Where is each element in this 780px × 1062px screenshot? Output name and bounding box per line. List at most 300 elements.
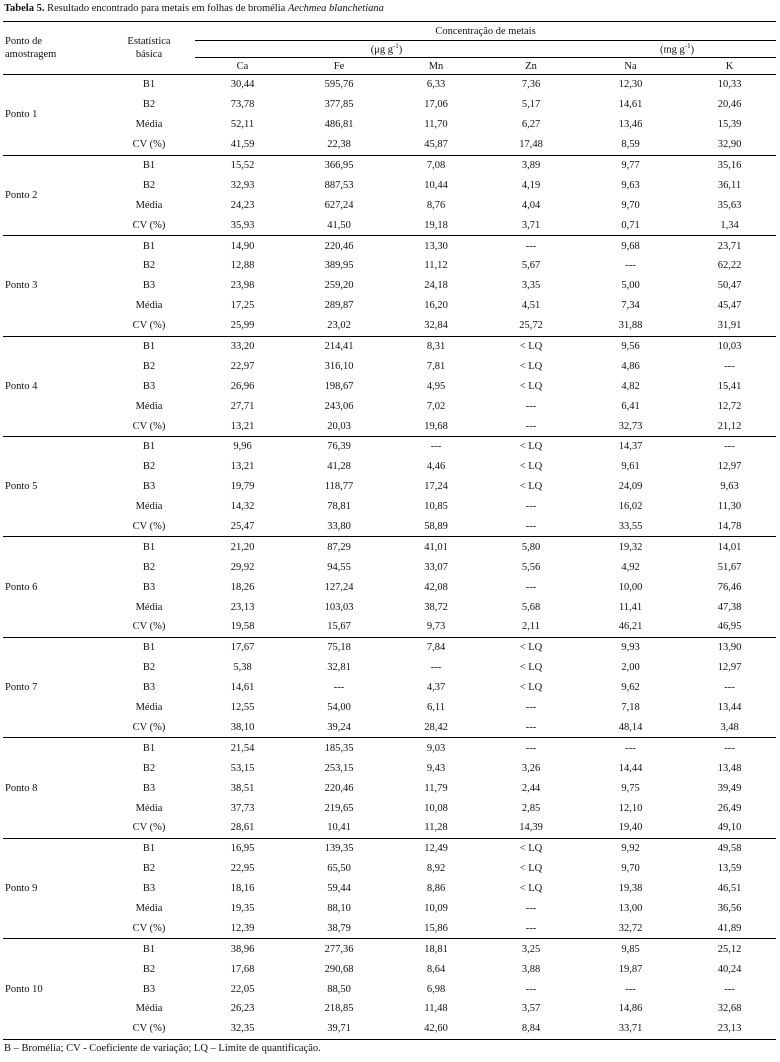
- value-cell: ---: [525, 501, 537, 513]
- value-cell: 9,56: [621, 341, 640, 353]
- stat-label: B1: [142, 843, 156, 855]
- table-row: [3, 678, 776, 698]
- value-cell: 1,34: [683, 215, 776, 235]
- value-cell: 28,61: [195, 818, 290, 838]
- value-cell: 13,30: [424, 240, 448, 252]
- value-cell: 32,93: [230, 179, 255, 191]
- value-cell: 17,48: [484, 135, 578, 155]
- value-cell: 14,32: [230, 501, 255, 513]
- header-unit-mg: (mg $g^{-1}$): [578, 41, 776, 58]
- value-cell: 27,71: [230, 400, 255, 412]
- value-cell: 32,68: [717, 1003, 742, 1015]
- caption-text: Resultado encontrado para metais em folhas de bromélia: [44, 3, 288, 14]
- value-cell: 10,85: [424, 501, 448, 513]
- table-body: [3, 75, 776, 1040]
- value-cell: 14,61: [618, 99, 643, 111]
- value-cell: 6,98: [426, 983, 446, 995]
- value-cell: 21,20: [230, 541, 255, 553]
- value-cell: ---: [724, 983, 735, 995]
- stat-label: Média: [135, 1003, 163, 1015]
- value-cell: 19,79: [230, 481, 255, 493]
- stat-label: Média: [135, 802, 163, 814]
- value-cell: 19,58: [195, 617, 290, 637]
- value-cell: 76,39: [327, 441, 351, 453]
- column-header-mn: Mn: [388, 58, 484, 75]
- value-cell: 32,84: [388, 316, 484, 336]
- stat-label: CV (%): [103, 316, 195, 336]
- value-cell: 21,12: [683, 416, 776, 436]
- value-cell: ---: [430, 441, 442, 453]
- value-cell: 19,32: [618, 541, 643, 553]
- value-cell: 19,68: [388, 416, 484, 436]
- value-cell: 18,16: [230, 883, 255, 895]
- value-cell: 49,58: [717, 843, 742, 855]
- value-cell: 377,85: [324, 99, 354, 111]
- table-row: [3, 215, 776, 235]
- value-cell: 14,01: [717, 541, 742, 553]
- value-cell: 13,44: [717, 702, 742, 714]
- value-cell: ---: [525, 902, 537, 914]
- sampling-point-label: Ponto 2: [3, 155, 103, 236]
- value-cell: 289,87: [324, 300, 354, 312]
- table-row: [3, 879, 776, 899]
- value-cell: 41,28: [327, 461, 351, 473]
- table-row: [3, 195, 776, 215]
- value-cell: ---: [625, 742, 636, 754]
- value-cell: 47,38: [717, 601, 742, 613]
- table-row: [3, 75, 776, 95]
- value-cell: 9,85: [621, 943, 640, 955]
- value-cell: 41,50: [290, 215, 388, 235]
- value-cell: 12,55: [230, 702, 255, 714]
- stat-label: B3: [142, 682, 156, 694]
- value-cell: 9,75: [621, 782, 640, 794]
- value-cell: 6,41: [621, 400, 640, 412]
- header-point: Ponto de amostragem: [3, 22, 103, 75]
- value-cell: 486,81: [324, 119, 354, 131]
- value-cell: 4,92: [621, 561, 640, 573]
- value-cell: 19,35: [230, 902, 255, 914]
- value-cell: 76,46: [717, 581, 742, 593]
- table-row: [3, 999, 776, 1019]
- value-cell: 19,38: [618, 883, 643, 895]
- value-cell: 39,49: [717, 782, 742, 794]
- value-cell: 75,18: [327, 642, 351, 654]
- value-cell: 37,73: [230, 802, 255, 814]
- stat-label: CV (%): [103, 918, 195, 938]
- stat-label: CV (%): [103, 215, 195, 235]
- value-cell: 5,38: [233, 662, 252, 674]
- value-cell: 4,95: [426, 380, 446, 392]
- value-cell: 33,55: [578, 517, 683, 537]
- table-row: [3, 738, 776, 758]
- value-cell: 39,24: [290, 718, 388, 738]
- value-cell: ---: [484, 718, 578, 738]
- value-cell: 14,37: [618, 441, 643, 453]
- table-row: [3, 296, 776, 316]
- table-row: [3, 95, 776, 115]
- value-cell: 259,20: [324, 280, 354, 292]
- column-header-na: Na: [578, 58, 683, 75]
- stat-label: B1: [142, 441, 156, 453]
- value-cell: 17,24: [424, 481, 448, 493]
- value-cell: 103,03: [324, 601, 354, 613]
- stat-label: CV (%): [103, 818, 195, 838]
- value-cell: 29,92: [230, 561, 255, 573]
- value-cell: 16,02: [618, 501, 643, 513]
- value-cell: 24,23: [230, 199, 255, 211]
- value-cell: 13,46: [618, 119, 643, 131]
- value-cell: 139,35: [324, 843, 354, 855]
- value-cell: 6,33: [426, 79, 446, 91]
- stat-label: B1: [142, 341, 156, 353]
- value-cell: 11,79: [424, 782, 448, 794]
- value-cell: 8,59: [578, 135, 683, 155]
- value-cell: 5,56: [521, 561, 541, 573]
- header-group-title: Concentração de metais: [195, 22, 776, 41]
- stat-label: B2: [142, 863, 156, 875]
- value-cell: 11,70: [424, 119, 448, 131]
- value-cell: 33,07: [424, 561, 448, 573]
- value-cell: 42,60: [388, 1019, 484, 1039]
- value-cell: 7,18: [621, 702, 640, 714]
- value-cell: 14,61: [230, 682, 255, 694]
- value-cell: 26,49: [717, 802, 742, 814]
- value-cell: 41,89: [683, 918, 776, 938]
- table-row: [3, 899, 776, 919]
- value-cell: ---: [625, 983, 636, 995]
- value-cell: 33,20: [230, 341, 255, 353]
- value-cell: 19,87: [618, 963, 643, 975]
- value-cell: 185,35: [324, 742, 354, 754]
- value-cell: 23,13: [230, 601, 255, 613]
- value-cell: 25,72: [484, 316, 578, 336]
- stat-label: CV (%): [103, 1019, 195, 1039]
- value-cell: 18,26: [230, 581, 255, 593]
- value-cell: 13,21: [195, 416, 290, 436]
- value-cell: 9,61: [621, 461, 640, 473]
- value-cell: < LQ: [519, 662, 543, 674]
- value-cell: ---: [525, 983, 537, 995]
- stat-label: CV (%): [103, 517, 195, 537]
- value-cell: 3,89: [521, 160, 541, 171]
- stat-label: CV (%): [103, 718, 195, 738]
- value-cell: 48,14: [578, 718, 683, 738]
- table-row: [3, 939, 776, 959]
- column-header-ca: Ca: [195, 58, 290, 75]
- value-cell: 87,29: [327, 541, 351, 553]
- value-cell: ---: [525, 240, 537, 252]
- value-cell: 14,78: [683, 517, 776, 537]
- stat-label: B3: [142, 481, 156, 493]
- table-row: [3, 175, 776, 195]
- value-cell: 10,09: [424, 902, 448, 914]
- value-cell: 59,44: [327, 883, 351, 895]
- value-cell: 3,57: [521, 1003, 541, 1015]
- value-cell: 32,72: [578, 918, 683, 938]
- value-cell: ---: [430, 662, 442, 674]
- value-cell: 4,82: [621, 380, 640, 392]
- value-cell: 17,68: [230, 963, 255, 975]
- value-cell: < LQ: [519, 441, 543, 453]
- table-row: [3, 276, 776, 296]
- stat-label: B1: [142, 160, 156, 171]
- metals-table: [3, 21, 776, 1040]
- value-cell: 3,71: [484, 215, 578, 235]
- table-row: [3, 356, 776, 376]
- value-cell: 17,67: [230, 642, 255, 654]
- stat-label: CV (%): [103, 416, 195, 436]
- value-cell: 35,63: [717, 199, 742, 211]
- value-cell: 33,71: [578, 1019, 683, 1039]
- value-cell: 8,31: [426, 341, 446, 353]
- value-cell: 31,91: [683, 316, 776, 336]
- stat-label: B3: [142, 380, 156, 392]
- value-cell: 15,86: [388, 918, 484, 938]
- column-header-fe: Fe: [290, 58, 388, 75]
- stat-label: B2: [142, 360, 156, 372]
- stat-label: Média: [135, 601, 163, 613]
- table-row: [3, 537, 776, 557]
- value-cell: 15,52: [230, 160, 255, 171]
- table-row: [3, 979, 776, 999]
- table-row: [3, 637, 776, 657]
- stat-label: B2: [142, 461, 156, 473]
- value-cell: 16,95: [230, 843, 255, 855]
- value-cell: 46,51: [717, 883, 742, 895]
- value-cell: 277,36: [324, 943, 354, 955]
- value-cell: 32,73: [578, 416, 683, 436]
- stat-label: B1: [142, 240, 156, 252]
- value-cell: ---: [724, 441, 735, 453]
- value-cell: 5,17: [521, 99, 541, 111]
- value-cell: 14,86: [618, 1003, 643, 1015]
- value-cell: 41,59: [195, 135, 290, 155]
- value-cell: 7,34: [621, 300, 640, 312]
- value-cell: 25,99: [195, 316, 290, 336]
- value-cell: 10,08: [424, 802, 448, 814]
- value-cell: 23,13: [683, 1019, 776, 1039]
- value-cell: 4,19: [521, 179, 541, 191]
- value-cell: 41,01: [424, 541, 448, 553]
- value-cell: 45,87: [388, 135, 484, 155]
- value-cell: 13,59: [717, 863, 742, 875]
- sampling-point-label: Ponto 5: [3, 437, 103, 537]
- value-cell: 49,10: [683, 818, 776, 838]
- table-row: [3, 798, 776, 818]
- stat-label: Média: [135, 902, 163, 914]
- value-cell: 10,03: [717, 341, 742, 353]
- stat-label: Média: [135, 199, 163, 211]
- value-cell: 15,39: [717, 119, 742, 131]
- value-cell: 17,25: [230, 300, 255, 312]
- value-cell: 88,50: [327, 983, 351, 995]
- value-cell: 13,00: [618, 902, 643, 914]
- table-row: [3, 818, 776, 838]
- table-row: [3, 577, 776, 597]
- value-cell: 9,73: [388, 617, 484, 637]
- value-cell: 19,40: [578, 818, 683, 838]
- table-row: [3, 959, 776, 979]
- value-cell: < LQ: [519, 341, 543, 353]
- caption-label: Tabela 5.: [4, 3, 45, 14]
- value-cell: ---: [724, 742, 735, 754]
- value-cell: < LQ: [519, 360, 543, 372]
- value-cell: ---: [525, 400, 537, 412]
- value-cell: 220,46: [324, 240, 354, 252]
- value-cell: 20,03: [290, 416, 388, 436]
- stat-label: Média: [135, 119, 163, 131]
- value-cell: 88,10: [327, 902, 351, 914]
- value-cell: 19,18: [388, 215, 484, 235]
- table-row: [3, 457, 776, 477]
- value-cell: 118,77: [324, 481, 354, 493]
- value-cell: 253,15: [324, 762, 354, 774]
- value-cell: 5,80: [521, 541, 541, 553]
- value-cell: 9,03: [426, 742, 446, 754]
- value-cell: 7,08: [426, 160, 446, 171]
- header-unit-ug: (μg $g^{-1}$): [195, 41, 578, 58]
- value-cell: 30,44: [230, 79, 255, 91]
- table-row: [3, 718, 776, 738]
- value-cell: 22,97: [230, 360, 255, 372]
- value-cell: 38,51: [230, 782, 255, 794]
- value-cell: 42,08: [424, 581, 448, 593]
- value-cell: 11,28: [388, 818, 484, 838]
- table-footnote: B – Bromélia; CV - Coeficiente de variação; LQ – Limite de quantificação.: [4, 1043, 321, 1054]
- value-cell: < LQ: [519, 380, 543, 392]
- value-cell: 50,47: [717, 280, 742, 292]
- table-row: [3, 597, 776, 617]
- value-cell: 198,67: [324, 380, 354, 392]
- value-cell: 11,48: [424, 1003, 448, 1015]
- value-cell: 23,98: [230, 280, 255, 292]
- value-cell: 31,88: [578, 316, 683, 336]
- stat-label: B3: [142, 782, 156, 794]
- value-cell: 40,24: [717, 963, 742, 975]
- value-cell: < LQ: [519, 481, 543, 493]
- value-cell: 15,41: [717, 380, 742, 392]
- value-cell: 5,67: [521, 260, 541, 272]
- value-cell: 36,11: [717, 179, 742, 191]
- value-cell: 9,77: [621, 160, 640, 171]
- stat-label: B1: [142, 642, 156, 654]
- value-cell: 6,27: [521, 119, 541, 131]
- stat-label: B2: [142, 99, 156, 111]
- value-cell: 9,93: [621, 642, 640, 654]
- table-row: [3, 316, 776, 336]
- table-caption: [4, 2, 384, 16]
- value-cell: 46,95: [683, 617, 776, 637]
- value-cell: 25,12: [717, 943, 742, 955]
- stat-label: B2: [142, 963, 156, 975]
- column-header-k: K: [683, 58, 776, 75]
- value-cell: < LQ: [519, 682, 543, 694]
- stat-label: B1: [142, 742, 156, 754]
- value-cell: 4,86: [621, 360, 640, 372]
- value-cell: 13,21: [230, 461, 255, 473]
- value-cell: 12,10: [618, 802, 643, 814]
- value-cell: 11,30: [717, 501, 742, 513]
- value-cell: ---: [525, 742, 537, 754]
- table-row: [3, 416, 776, 436]
- value-cell: 2,44: [521, 782, 541, 794]
- value-cell: 9,63: [621, 179, 640, 191]
- table-row: [3, 376, 776, 396]
- value-cell: 316,10: [324, 360, 354, 372]
- table-row: [3, 557, 776, 577]
- value-cell: 3,26: [521, 762, 541, 774]
- value-cell: < LQ: [519, 883, 543, 895]
- value-cell: 52,11: [230, 119, 255, 131]
- value-cell: 243,06: [324, 400, 354, 412]
- table-row: [3, 155, 776, 175]
- stat-label: B1: [142, 79, 156, 91]
- value-cell: 46,21: [578, 617, 683, 637]
- value-cell: 2,85: [521, 802, 541, 814]
- stat-label: CV (%): [103, 135, 195, 155]
- value-cell: 8,64: [426, 963, 446, 975]
- value-cell: 7,36: [521, 79, 541, 91]
- value-cell: 3,48: [683, 718, 776, 738]
- value-cell: 94,55: [327, 561, 351, 573]
- value-cell: 45,47: [717, 300, 742, 312]
- value-cell: ---: [333, 682, 345, 694]
- value-cell: 35,16: [717, 160, 742, 171]
- value-cell: < LQ: [519, 642, 543, 654]
- value-cell: 595,76: [324, 79, 354, 91]
- table-row: [3, 778, 776, 798]
- value-cell: 12,30: [618, 79, 643, 91]
- column-header-zn: Zn: [484, 58, 578, 75]
- value-cell: 3,25: [521, 943, 541, 955]
- value-cell: 58,89: [388, 517, 484, 537]
- value-cell: < LQ: [519, 863, 543, 875]
- stat-label: Média: [135, 702, 163, 714]
- value-cell: 38,96: [230, 943, 255, 955]
- value-cell: 14,39: [484, 818, 578, 838]
- value-cell: 24,18: [424, 280, 448, 292]
- value-cell: 33,80: [290, 517, 388, 537]
- table-row: [3, 617, 776, 637]
- value-cell: 53,15: [230, 762, 255, 774]
- value-cell: ---: [484, 517, 578, 537]
- table-row: [3, 918, 776, 938]
- table-row: [3, 256, 776, 276]
- table-row: [3, 497, 776, 517]
- value-cell: 25,47: [195, 517, 290, 537]
- value-cell: 220,46: [324, 782, 354, 794]
- value-cell: 17,06: [424, 99, 448, 111]
- value-cell: 9,68: [621, 240, 640, 252]
- value-cell: 3,88: [521, 963, 541, 975]
- sampling-point-label: Ponto 4: [3, 336, 103, 436]
- value-cell: 12,49: [424, 843, 448, 855]
- value-cell: 4,46: [426, 461, 446, 473]
- value-cell: 12,97: [717, 662, 742, 674]
- sampling-point-label: Ponto 1: [3, 75, 103, 156]
- value-cell: 7,84: [426, 642, 446, 654]
- table-row: [3, 236, 776, 256]
- stat-label: Média: [135, 501, 163, 513]
- value-cell: 39,71: [290, 1019, 388, 1039]
- value-cell: 12,72: [717, 400, 742, 412]
- table-row: [3, 517, 776, 537]
- value-cell: ---: [484, 918, 578, 938]
- stat-label: B3: [142, 983, 156, 995]
- value-cell: 14,44: [618, 762, 643, 774]
- stat-label: B3: [142, 280, 156, 292]
